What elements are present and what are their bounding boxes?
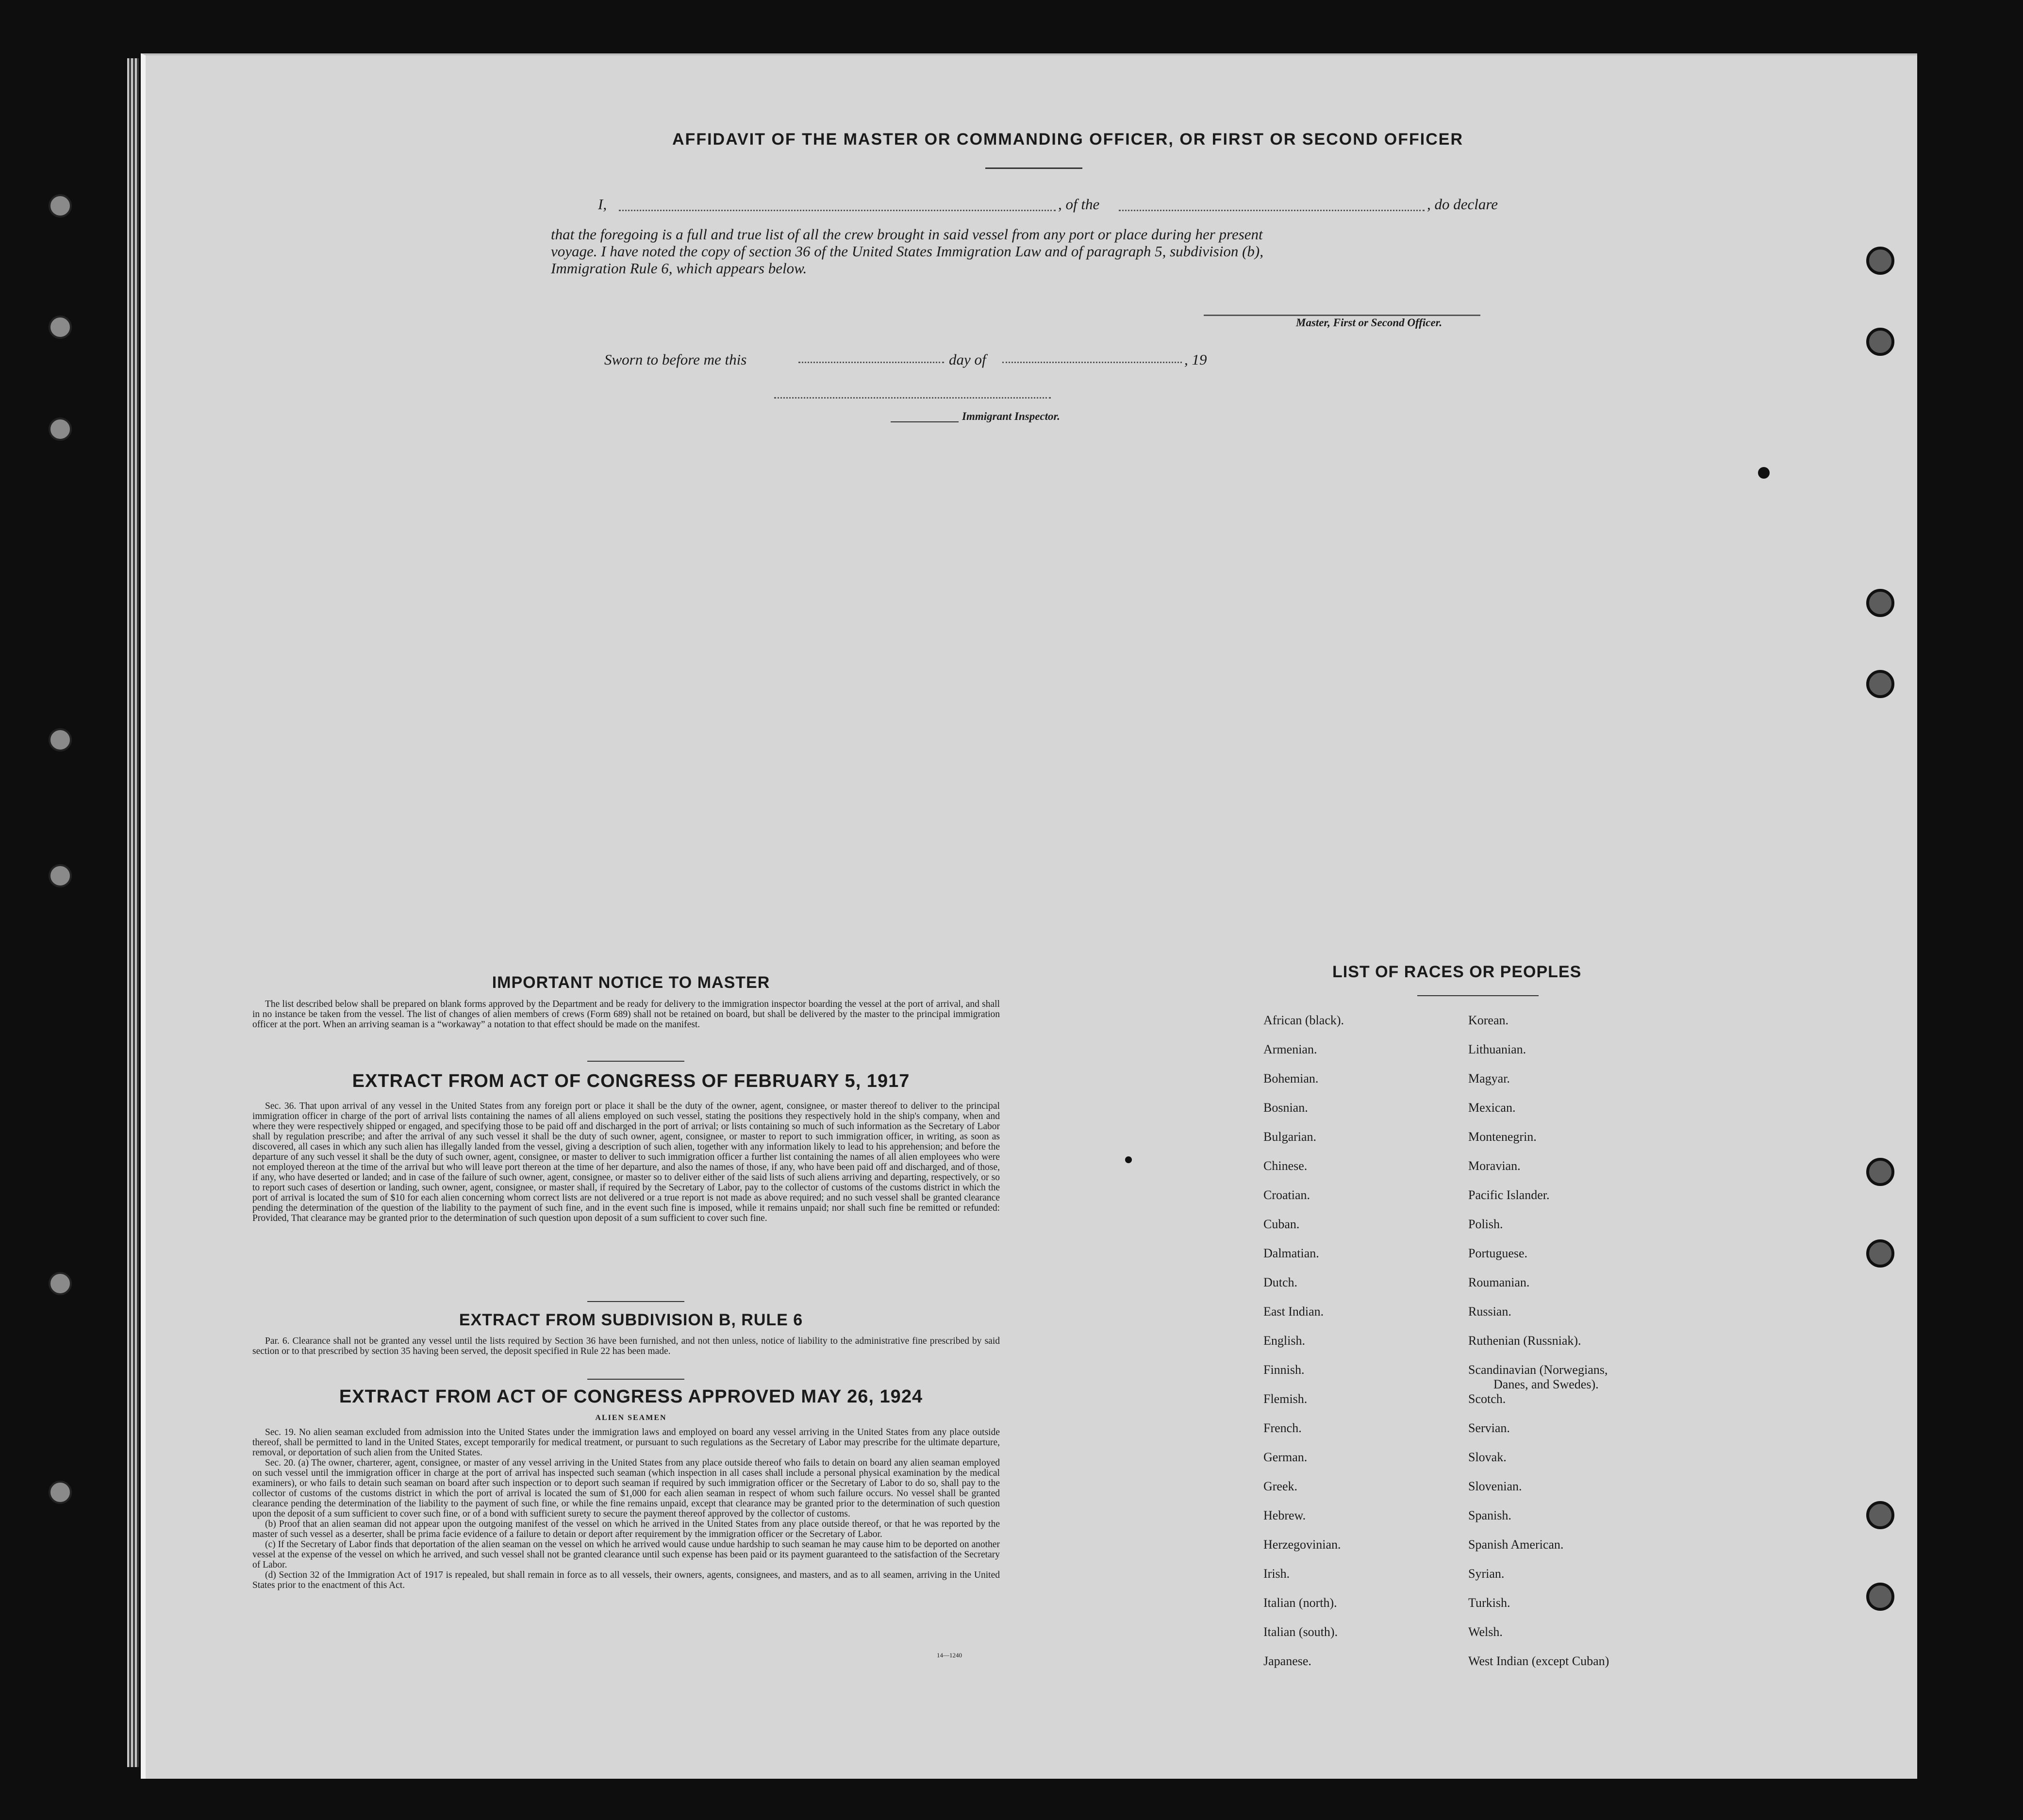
race-item-line: Scandinavian (Norwegians, xyxy=(1468,1363,1608,1377)
punch-hole xyxy=(1866,670,1894,698)
race-item: German. xyxy=(1263,1450,1308,1464)
affidavit-line3: voyage. I have noted the copy of section 36 of the United States Immigration Law and of paragraph 5, subdivision (b), xyxy=(551,243,1263,260)
divider xyxy=(587,1379,684,1380)
affidavit-title: AFFIDAVIT OF THE MASTER OR COMMANDING OFFICER, OR FIRST OR SECOND OFFICER xyxy=(672,130,1463,149)
race-item: Bulgarian. xyxy=(1263,1130,1317,1144)
binder-hole xyxy=(49,194,72,217)
vessel-blank[interactable] xyxy=(1119,210,1425,211)
divider xyxy=(587,1061,684,1062)
races-title: LIST OF RACES OR PEOPLES xyxy=(1332,963,1582,981)
race-item: Mexican. xyxy=(1468,1101,1516,1115)
punch-hole xyxy=(1866,1501,1894,1529)
race-item: East Indian. xyxy=(1263,1304,1324,1319)
race-item: Slovak. xyxy=(1468,1450,1507,1464)
page-stack-edge xyxy=(127,58,139,1767)
name-blank[interactable] xyxy=(619,210,1056,211)
divider xyxy=(587,1301,684,1302)
affidavit-i: I, xyxy=(598,196,607,213)
sworn-month-blank[interactable] xyxy=(1002,362,1182,363)
binder-hole xyxy=(49,1272,72,1295)
race-item: Italian (south). xyxy=(1263,1625,1338,1639)
race-item: Spanish American. xyxy=(1468,1537,1564,1552)
race-item: Irish. xyxy=(1263,1567,1290,1581)
ink-spot xyxy=(1758,467,1770,479)
punch-hole xyxy=(1866,1158,1894,1186)
sworn-text: Sworn to before me this xyxy=(604,351,747,368)
race-item: Hebrew. xyxy=(1263,1508,1306,1522)
sworn-day-blank[interactable] xyxy=(798,362,944,363)
rule6-title: EXTRACT FROM SUBDIVISION B, RULE 6 xyxy=(459,1311,803,1329)
binder-hole xyxy=(49,1481,72,1504)
affidavit-declare: , do declare xyxy=(1427,196,1498,213)
race-item: African (black). xyxy=(1263,1013,1344,1027)
ink-spot xyxy=(1125,1156,1132,1163)
sec19-text: Sec. 19. No alien seaman excluded from admission into the United States under the immigration laws and employed on board any vessel arriving in the United States from any place outside thereof, shall be permitted to land in the United States, except temporarily for medical treatment, or pursuant to such regulations as the Secretary of Labor may prescribe for the ultimate departure, removal, or deportation of such alien from the United States. xyxy=(252,1427,1000,1458)
race-item xyxy=(1468,1363,1609,1392)
act1924-body xyxy=(252,1427,1000,1590)
race-item: Pacific Islander. xyxy=(1468,1188,1550,1202)
race-item: Magyar. xyxy=(1468,1071,1510,1085)
race-item: Cuban. xyxy=(1263,1217,1300,1231)
races-underline xyxy=(1417,995,1539,996)
sec20d-text: (d) Section 32 of the Immigration Act of 1917 is repealed, but shall remain in force as to all vessels, their owners, agents, consignees, and masters, and as to all seamen, arriving in the United States prior to the enactment of this Act. xyxy=(252,1570,1000,1590)
day-of-text: day of xyxy=(949,351,986,368)
race-item: West Indian (except Cuban) xyxy=(1468,1654,1609,1668)
year-text: , 19 xyxy=(1184,351,1207,368)
race-item: Russian. xyxy=(1468,1304,1511,1319)
title-underline xyxy=(985,167,1082,169)
inspector-label: Immigrant Inspector. xyxy=(962,410,1060,422)
binder-hole xyxy=(49,417,72,441)
punch-hole xyxy=(1866,1239,1894,1268)
affidavit-line2: that the foregoing is a full and true list of all the crew brought in said vessel from any port or place during her present xyxy=(551,226,1263,243)
race-item: Dutch. xyxy=(1263,1275,1298,1289)
race-item: Chinese. xyxy=(1263,1159,1308,1173)
race-item: Greek. xyxy=(1263,1479,1298,1493)
punch-hole xyxy=(1866,589,1894,617)
form-number: 14—1240 xyxy=(937,1652,962,1659)
race-item: Moravian. xyxy=(1468,1159,1521,1173)
race-item: Scotch. xyxy=(1468,1392,1506,1406)
race-item: Slovenian. xyxy=(1468,1479,1522,1493)
sec20c-text: (c) If the Secretary of Labor finds that deportation of the alien seaman on the vessel on which he arrived would cause undue hardship to such seaman he may cause him to be deported on another vessel at the expense of the vessel on which he arrived, and such vessel shall not be granted clearance until such expense has been paid or its payment guaranteed to the satisfaction of the Secretary of Labor. xyxy=(252,1539,1000,1570)
race-item: Montenegrin. xyxy=(1468,1130,1537,1144)
race-item: Spanish. xyxy=(1468,1508,1511,1522)
master-label: Master, First or Second Officer. xyxy=(1296,317,1443,329)
act1917-title: EXTRACT FROM ACT OF CONGRESS OF FEBRUARY 5, 1917 xyxy=(352,1071,910,1091)
act1924-title: EXTRACT FROM ACT OF CONGRESS APPROVED MAY 26, 1924 xyxy=(339,1386,923,1407)
act1917-text: Sec. 36. That upon arrival of any vessel in the United States from any foreign port or place it shall be the duty of the owner, agent, consignee, or master thereof to deliver to the principal immigration officer in charge of the port of arrival lists containing the names of all aliens employed on such vessel, stating the positions they respectively hold in the ship's company, when and where they were respectively shipped or engaged, and specifying those to be paid off and discharged in the port of arrival; or lists containing so much of such information as the Secretary of Labor shall by regulation prescribe; and after the arrival of any such vessel it shall be the duty of such owner, agent, consignee, or master to report to such immigration officer, in writing, as soon as discovered, all cases in which any such alien has illegally landed from the vessel, giving a description of such alien, together with any information likely to lead to his apprehension; and before the departure of any such vessel it shall be the duty of such owner, agent, consignee, or master to deliver to such immigration officer a further list containing the names of all alien employees who were not employed thereon at the time of the arrival but who will leave port thereon at the time of her departure, and also the names of those, if any, who have been paid off and discharged, and of those, if any, who have deserted or landed; and in case of the failure of such owner, agent, consignee, or master so to deliver either of the said lists of such aliens arriving and departing, respectively, or so to report such cases of desertion or landing, such owner, agent, consignee, or master shall, if required by the Secretary of Labor, pay to the collector of customs of the customs district in which the port of arrival is located the sum of $10 for each alien concerning whom correct lists are not delivered or a true report is not made as above required; and no such vessel shall be granted clearance pending the determination of the question of the liability to the payment of such fine, and in the event such fine is imposed, while it remains unpaid; nor shall such fine be remitted or refunded: Provided, That clearance may be granted prior to the determination of such question upon deposit of a sum sufficient to cover such fine. xyxy=(252,1101,1000,1223)
notice-title: IMPORTANT NOTICE TO MASTER xyxy=(492,973,770,992)
race-item: Korean. xyxy=(1468,1013,1509,1027)
race-item: Finnish. xyxy=(1263,1363,1305,1377)
inspector-signature-line[interactable] xyxy=(774,397,1051,399)
inspector-short-line xyxy=(891,421,959,422)
sec20a-text: Sec. 20. (a) The owner, charterer, agent, consignee, or master of any vessel arriving in the United States from any place outside thereof who fails to detain on board any alien seaman employed on such vessel until the immigration officer in charge at the port of arrival has inspected such seaman (which inspection in all cases shall include a personal physical examination by the medical examiners), or who fails to detain such seaman on board after such inspection or to deport such seaman if required by such immigration officer or the Secretary of Labor to do so, shall pay to the collector of customs of the customs district in which the port of arrival is located the sum of $1,000 for each alien seaman in respect of whom such failure occurs. No vessel shall be granted clearance pending the determination of the liability to the payment of such fine, or while the fine remains unpaid, except that clearance may be granted prior to the determination of such question upon the deposit of a sum sufficient to cover such fine, or of a bond with sufficient surety to secure the payment thereof approved by the collector of customs. xyxy=(252,1458,1000,1519)
race-item: Portuguese. xyxy=(1468,1246,1528,1260)
race-item: Welsh. xyxy=(1468,1625,1503,1639)
punch-hole xyxy=(1866,328,1894,356)
race-item: Italian (north). xyxy=(1263,1596,1337,1610)
race-item: Lithuanian. xyxy=(1468,1042,1526,1056)
race-item: Syrian. xyxy=(1468,1567,1505,1581)
punch-hole xyxy=(1866,1583,1894,1611)
race-item: French. xyxy=(1263,1421,1302,1435)
race-item: Flemish. xyxy=(1263,1392,1308,1406)
race-item: Croatian. xyxy=(1263,1188,1310,1202)
race-item: Armenian. xyxy=(1263,1042,1317,1056)
race-item: Turkish. xyxy=(1468,1596,1510,1610)
binder-hole xyxy=(49,316,72,339)
race-item: Roumanian. xyxy=(1468,1275,1530,1289)
race-item: Polish. xyxy=(1468,1217,1503,1231)
binder-hole xyxy=(49,864,72,887)
master-signature-line[interactable] xyxy=(1204,315,1480,316)
punch-hole xyxy=(1866,247,1894,275)
rule6-text: Par. 6. Clearance shall not be granted any vessel until the lists required by Section 36 have been furnished, and not then unless, notice of liability to the administrative fine prescribed by said section or to that prescribed by section 35 having been served, the deposit specified in Rule 22 has been made. xyxy=(252,1336,1000,1356)
race-item: English. xyxy=(1263,1334,1305,1348)
race-item: Servian. xyxy=(1468,1421,1510,1435)
alien-seamen-heading: ALIEN SEAMEN xyxy=(595,1414,667,1422)
races-column-1 xyxy=(1263,1013,1344,1683)
race-item: Japanese. xyxy=(1263,1654,1311,1668)
affidavit-of-the: , of the xyxy=(1058,196,1100,213)
sec20b-text: (b) Proof that an alien seaman did not appear upon the outgoing manifest of the vessel on which he arrived in the United States from any place outside thereof, or that he was reported by the master of such vessel as a deserter, shall be prima facie evidence of a failure to detain or deport after requirement by the immigration officer or the Secretary of Labor. xyxy=(252,1519,1000,1539)
notice-text: The list described below shall be prepared on blank forms approved by the Department and be ready for delivery to the immigration inspector boarding the vessel at the port of arrival, and shall in no instance be taken from the vessel. The list of changes of alien members of crews (Form 689) shall not be retained on board, but shall be delivered by the master to the principal immigration officer at the port. When an arriving seaman is a “workaway” a notation to that effect should be made on the manifest. xyxy=(252,999,1000,1030)
races-column-2 xyxy=(1468,1013,1609,1683)
race-item: Herzegovinian. xyxy=(1263,1537,1341,1552)
race-item: Bohemian. xyxy=(1263,1071,1319,1085)
race-item: Dalmatian. xyxy=(1263,1246,1319,1260)
affidavit-line4: Immigration Rule 6, which appears below. xyxy=(551,260,807,277)
race-item-line: Danes, and Swedes). xyxy=(1493,1377,1599,1391)
race-item: Bosnian. xyxy=(1263,1101,1308,1115)
binder-hole xyxy=(49,728,72,751)
race-item: Ruthenian (Russniak). xyxy=(1468,1334,1581,1348)
